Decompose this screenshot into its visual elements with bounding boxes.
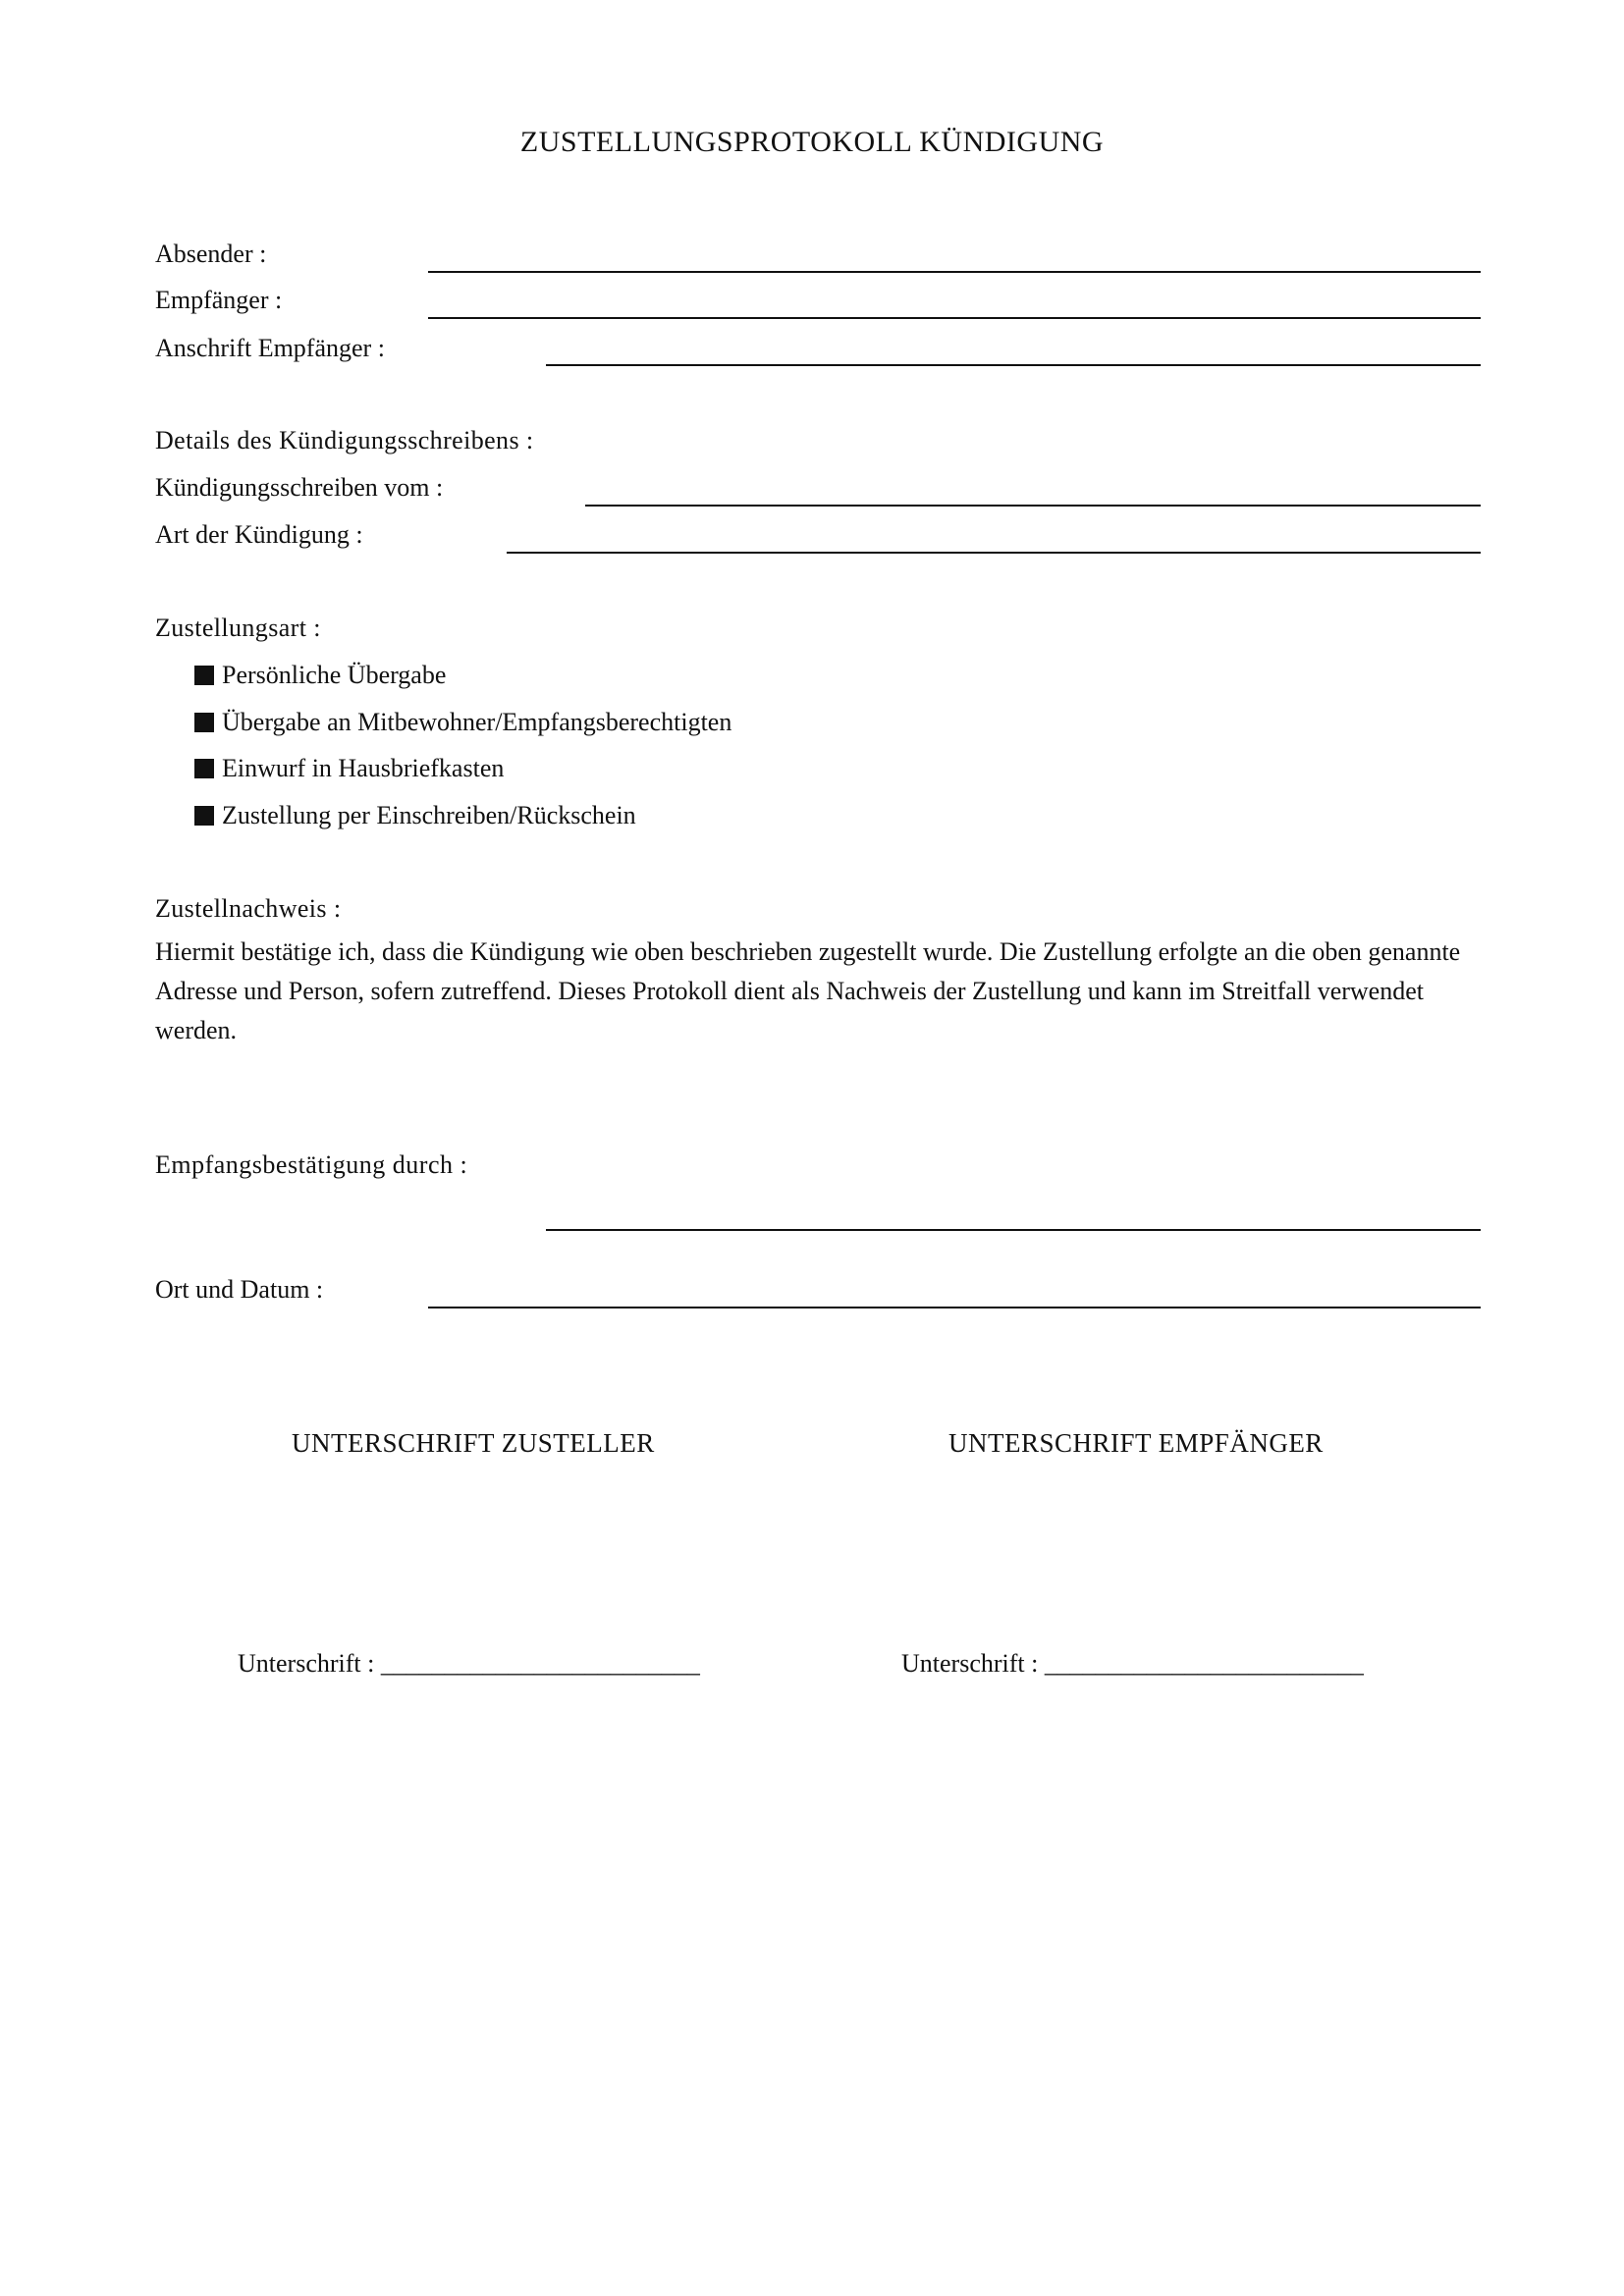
signature-empfaenger-line[interactable]: Unterschrift : _________________________ (901, 1649, 1364, 1678)
empfangsbestaetigung-label: Empfangsbestätigung durch : (155, 1150, 468, 1179)
schreiben-vom-label: Kündigungsschreiben vom : (155, 473, 444, 502)
checkbox-square-icon[interactable] (194, 666, 214, 685)
ort-datum-field-line[interactable] (428, 1307, 1481, 1308)
ort-datum-label: Ort und Datum : (155, 1275, 324, 1304)
checkbox-square-icon[interactable] (194, 759, 214, 778)
empfaenger-label: Empfänger : (155, 286, 283, 314)
checkbox-square-icon[interactable] (194, 713, 214, 732)
option-einschreiben-rueckschein[interactable] (194, 801, 636, 830)
art-kuendigung-label: Art der Kündigung : (155, 520, 363, 549)
signature-empfaenger-heading: UNTERSCHRIFT EMPFÄNGER (948, 1428, 1324, 1458)
option-label: Zustellung per Einschreiben/Rückschein (222, 801, 636, 829)
nachweis-text: Hiermit bestätige ich, dass die Kündigung wie oben beschrieben zugestellt wurde. Die Zustellung erfolgte an die oben genannte Adresse und Person, sofern zutreffend. Dieses Protokoll dient als Nachweis der Zustellung und kann im Streitfall verwendet werden. (155, 937, 1461, 1044)
signature-zusteller-heading: UNTERSCHRIFT ZUSTELLER (292, 1428, 655, 1458)
anschrift-label: Anschrift Empfänger : (155, 334, 385, 362)
option-label: Einwurf in Hausbriefkasten (222, 754, 505, 782)
absender-label: Absender : (155, 240, 267, 268)
option-einwurf-hausbriefkasten[interactable] (194, 754, 504, 783)
signature-zusteller-line[interactable]: Unterschrift : _________________________ (238, 1649, 700, 1678)
option-uebergabe-mitbewohner[interactable] (194, 708, 731, 737)
checkbox-square-icon[interactable] (194, 806, 214, 826)
details-heading: Details des Kündigungsschreibens : (155, 426, 534, 454)
option-label: Persönliche Übergabe (222, 661, 447, 689)
schreiben-vom-field-line[interactable] (585, 505, 1481, 507)
art-kuendigung-field-line[interactable] (507, 552, 1481, 554)
anschrift-field-line[interactable] (546, 364, 1481, 366)
document-title: ZUSTELLUNGSPROTOKOLL KÜNDIGUNG (519, 126, 1105, 158)
absender-field-line[interactable] (428, 271, 1481, 273)
nachweis-heading: Zustellnachweis : (155, 894, 342, 923)
option-label: Übergabe an Mitbewohner/Empfangsberechtigten (222, 708, 732, 736)
empfaenger-field-line[interactable] (428, 317, 1481, 319)
empfangsbestaetigung-field-line[interactable] (546, 1229, 1481, 1231)
zustellungsart-heading: Zustellungsart : (155, 614, 321, 642)
option-persoenliche-uebergabe[interactable] (194, 661, 446, 690)
